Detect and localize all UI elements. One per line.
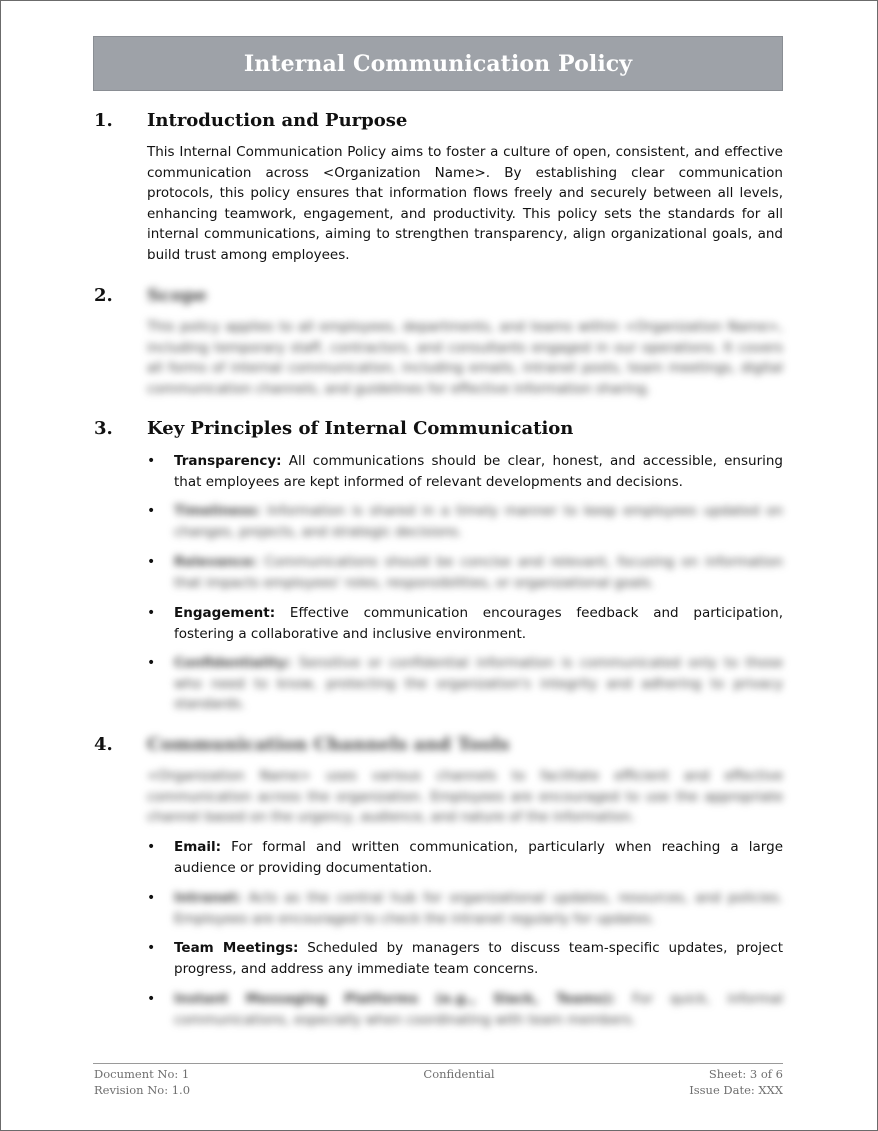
section-number: 3. [94,418,113,439]
list-item [147,888,783,929]
document-title: Internal Communication Policy [243,50,633,77]
footer-sheet: Sheet: 3 of 6 [708,1067,783,1081]
bullet-icon: • [147,453,156,469]
bullet-icon: • [147,890,156,906]
bullet-term: Email: [174,839,222,855]
bullet-icon: • [147,554,156,570]
section-2-paragraph: This policy applies to all employees, departments, and teams within <Organization Name>, including temporary staff, contractors, and consultants engaged in our operations. It covers all forms of internal communication, including emails, intranet posts, team meetings, digital communication channels, and guidelines for effective information sharing. [147,319,783,397]
footer-divider [93,1063,783,1064]
bullet-icon: • [147,503,156,519]
bullet-text: Scheduled by managers to discuss team-specific updates, project progress, and address any immediate team concerns. [174,940,783,977]
bullet-term: Intranet: [174,890,242,906]
section-4-paragraph: <Organization Name> uses various channels to facilitate efficient and effective communication across the organization. Employees are encouraged to use the appropriate channel based on the urgency, audience, and nature of the information. [147,768,783,826]
section-2-heading [94,285,207,306]
list-item [147,653,783,715]
list-item [147,552,783,593]
bullet-text: Communications should be concise and relevant, focusing on information that impacts employees' roles, responsibilities, or organizational goals. [174,554,783,591]
list-item [147,451,783,492]
section-1-heading [94,110,407,131]
bullet-text: For formal and written communication, particularly when reaching a large audience or providing documentation. [174,839,783,876]
bullet-text: Sensitive or confidential information is communicated only to those who need to know, protecting the organization's integrity and adhering to privacy standards. [174,655,783,712]
section-1-paragraph: This Internal Communication Policy aims to foster a culture of open, consistent, and effective communication across <Organization Name>. By establishing clear communication protocols, this policy ensures that information flows freely and securely between all levels, enhancing teamwork, engagement, and productivity. This policy sets the standards for all internal communications, aiming to strengthen transparency, align organizational goals, and build trust among employees. [147,144,783,263]
bullet-text: Effective communication encourages feedback and participation, fostering a collaborative and inclusive environment. [174,605,783,642]
bullet-term: Engagement: [174,605,276,621]
section-title: Introduction and Purpose [147,110,408,131]
footer-revision-no: Revision No: 1.0 [94,1083,191,1097]
title-banner [93,36,783,91]
bullet-term: Relevance: [174,554,258,570]
list-item [147,603,783,644]
footer-issue-date: Issue Date: XXX [689,1083,783,1097]
bullet-icon: • [147,940,156,956]
list-item [147,938,783,979]
bullet-term: Transparency: [174,453,282,469]
list-item [147,837,783,878]
footer-document-no: Document No: 1 [94,1067,190,1081]
bullet-term: Timeliness: [174,503,261,519]
list-item [147,501,783,542]
bullet-icon: • [147,991,156,1007]
list-item [147,989,783,1030]
footer-confidential: Confidential [423,1067,495,1081]
section-4-heading [94,734,509,755]
section-number: 1. [94,110,113,131]
bullet-icon: • [147,655,156,671]
bullet-term: Confidentiality: [174,655,292,671]
section-title: Scope [147,285,208,306]
bullet-term: Instant Messaging Platforms (e.g., Slack, Teams): [174,991,616,1007]
bullet-term: Team Meetings: [174,940,299,956]
section-title: Key Principles of Internal Communication [147,418,574,439]
bullet-icon: • [147,605,156,621]
bullet-text: Information is shared in a timely manner to keep employees updated on changes, projects, and strategic decisions. [174,503,783,540]
bullet-text: For quick, informal communications, especially when coordinating with team members. [174,991,783,1028]
section-title: Communication Channels and Tools [147,734,510,755]
section-number: 2. [94,285,113,306]
section-number: 4. [94,734,113,755]
bullet-icon: • [147,839,156,855]
bullet-text: Acts as the central hub for organizational updates, resources, and policies. Employees are encouraged to check the intranet regularly for updates. [174,890,783,927]
section-3-heading [94,418,573,439]
bullet-text: All communications should be clear, honest, and accessible, ensuring that employees are kept informed of relevant developments and decisions. [174,453,783,490]
